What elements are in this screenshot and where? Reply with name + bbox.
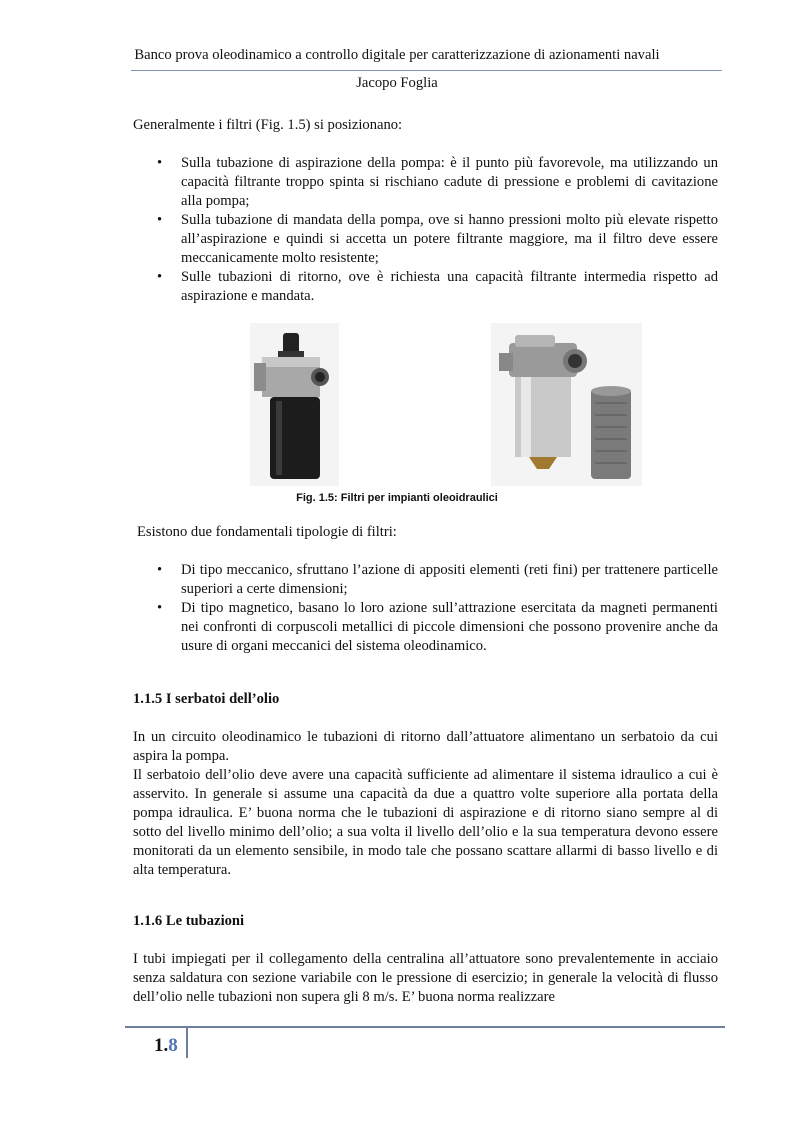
bullet-icon: •	[157, 269, 163, 285]
filter-types-intro: Esistono due fondamentali tipologie di filtri:	[137, 524, 397, 540]
bullet-icon: •	[157, 155, 163, 171]
filter-cartridge-icon	[491, 323, 642, 486]
bullet-icon: •	[157, 212, 163, 228]
filter-positions-list	[133, 154, 718, 306]
header-rule	[131, 70, 722, 71]
list-item: • Di tipo magnetico, basano lo loro azione sull’attrazione esercitata da magneti permanenti nei confronti di corpuscoli metallici di piccole dimensioni che possono provenire anche da usure di organi meccanici del sistema oleodinamico.	[157, 600, 718, 654]
pipes-paragraph-1: I tubi impiegati per il collegamento della centralina all’attuatore sono prevalentemente in acciaio senza saldatura con sezione variabile con le pressione di esercizio; in generale la velocità di flusso dell’olio nelle tubazioni non supera gli 8 m/s. E’ buona norma realizzare	[133, 951, 718, 1005]
list-item: • Sulla tubazione di aspirazione della pompa: è il punto più favorevole, ma utilizzando un capacità filtrante troppo spinta si rischiano cadute di pressione e problemi di cavitazione alla pompa;	[157, 155, 718, 209]
filters-intro: Generalmente i filtri (Fig. 1.5) si posizionano:	[133, 117, 403, 133]
inline-filter-image	[250, 323, 339, 486]
footer-divider	[186, 1028, 188, 1058]
list-item: • Sulle tubazioni di ritorno, ove è richiesta una capacità filtrante intermedia rispetto ad aspirazione e mandata.	[157, 269, 718, 304]
bullet-icon: •	[157, 562, 163, 578]
filter-types-list	[133, 561, 718, 656]
tanks-paragraph-2: Il serbatoio dell’olio deve avere una capacità sufficiente ad alimentare il sistema idraulico a cui è asservito. In generale si assume una capacità da due a quattro volte superiore alla portata della pompa idraulica. E’ buona norma che le tubazioni di aspirazione e di ritorno siano sempre al di sotto del livello minimo dell’olio; a sua volta il livello dell’olio e la sua temperatura devono essere monitorati da un elemento sensibile, in modo tale che possano scattare allarmi di basso livello e di alta temperatura.	[133, 767, 718, 878]
running-header-author: Jacopo Foglia	[356, 75, 438, 91]
section-heading-tanks: 1.1.5 I serbatoi dell’olio	[133, 691, 280, 707]
running-header-title: Banco prova oleodinamico a controllo digitale per caratterizzazione di azionamenti navali	[134, 47, 660, 63]
footer-rule	[125, 1026, 725, 1028]
tanks-paragraph-1: In un circuito oleodinamico le tubazioni di ritorno dall’attuatore alimentano un serbatoio da cui aspira la pompa.	[133, 729, 718, 764]
inline-filter-icon	[250, 323, 339, 486]
figure-caption: Fig. 1.5: Filtri per impianti oleoidraulici	[296, 492, 498, 504]
bullet-icon: •	[157, 600, 163, 616]
filter-cartridge-image	[491, 323, 642, 486]
section-heading-pipes: 1.1.6 Le tubazioni	[133, 913, 245, 929]
page-number: 1.8	[154, 1035, 178, 1056]
list-item: • Sulla tubazione di mandata della pompa, ove si hanno pressioni molto più elevate rispetto all’aspirazione e quindi si accetta un potere filtrante maggiore, ma il filtro deve essere meccanicamente molto resistente;	[157, 212, 718, 266]
list-item: • Di tipo meccanico, sfruttano l’azione di appositi elementi (reti fini) per trattenere particelle superiori a certe dimensioni;	[157, 562, 718, 597]
